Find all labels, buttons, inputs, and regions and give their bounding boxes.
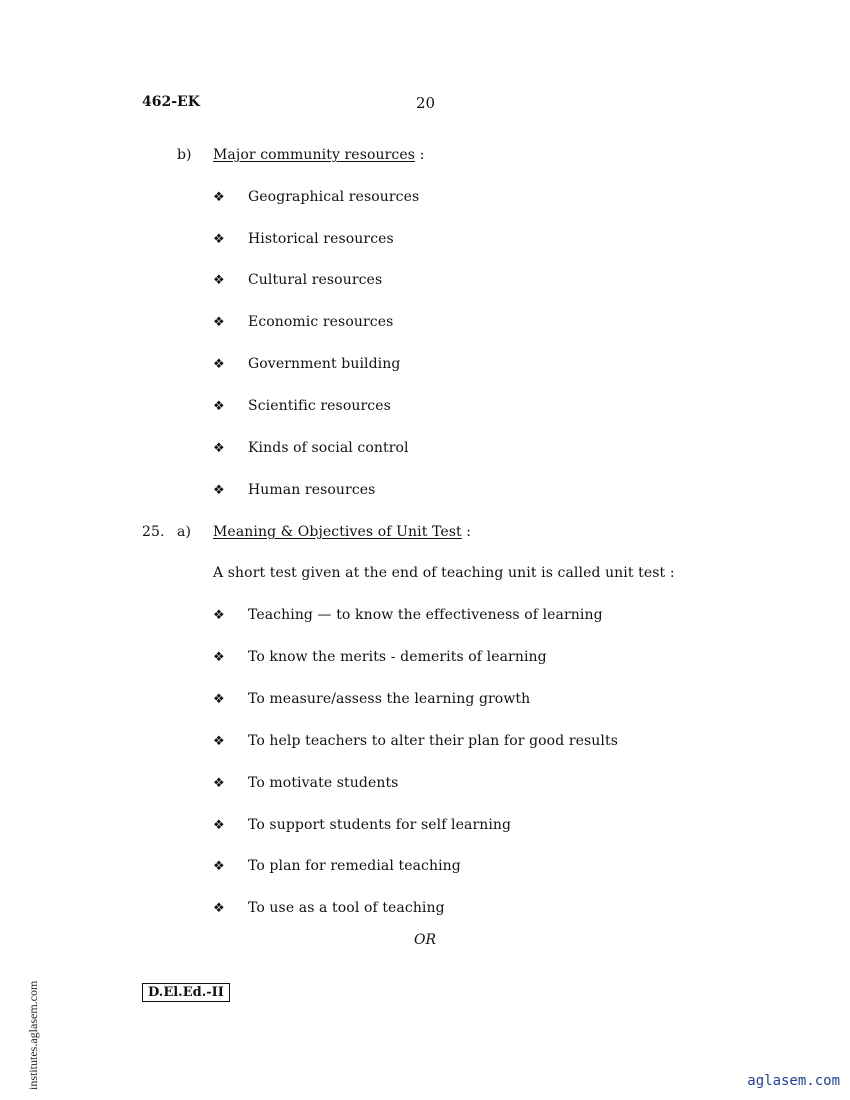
list-item: To help teachers to alter their plan for good results	[248, 733, 618, 749]
list-item: To know the merits - demerits of learning	[248, 649, 547, 665]
brand-link[interactable]: aglasem.com	[747, 1073, 840, 1089]
diamond-flower-bullet-icon: ❖	[213, 483, 225, 498]
paper-code: 462-EK	[142, 94, 200, 110]
section-b-label: b)	[177, 147, 192, 163]
side-watermark: institutes.aglasem.com	[26, 980, 40, 1090]
list-item: Kinds of social control	[248, 440, 409, 456]
section-b-title: Major community resources	[213, 147, 416, 163]
page-number: 20	[416, 94, 436, 112]
diamond-flower-bullet-icon: ❖	[213, 901, 225, 916]
list-item: Government building	[248, 356, 401, 372]
question-part-label: a)	[177, 524, 192, 540]
diamond-flower-bullet-icon: ❖	[213, 315, 225, 330]
list-item: Cultural resources	[248, 272, 383, 288]
diamond-flower-bullet-icon: ❖	[213, 273, 225, 288]
section-b-colon: :	[419, 147, 425, 163]
list-item: Teaching — to know the effectiveness of learning	[248, 607, 603, 623]
diamond-flower-bullet-icon: ❖	[213, 734, 225, 749]
list-item: Scientific resources	[248, 398, 391, 414]
list-item: To support students for self learning	[248, 817, 512, 833]
diamond-flower-bullet-icon: ❖	[213, 608, 225, 623]
question-colon: :	[466, 524, 472, 540]
list-item: To measure/assess the learning growth	[248, 691, 531, 707]
diamond-flower-bullet-icon: ❖	[213, 692, 225, 707]
section-b-heading	[213, 147, 424, 163]
question-intro: A short test given at the end of teaching unit is called unit test :	[213, 565, 675, 581]
question-title: Meaning & Objectives of Unit Test	[213, 524, 462, 540]
list-item: To use as a tool of teaching	[248, 900, 445, 916]
or-separator: OR	[414, 932, 437, 948]
diamond-flower-bullet-icon: ❖	[213, 232, 225, 247]
diamond-flower-bullet-icon: ❖	[213, 859, 225, 874]
question-number: 25.	[142, 524, 165, 540]
list-item: Economic resources	[248, 314, 394, 330]
diamond-flower-bullet-icon: ❖	[213, 650, 225, 665]
list-item: Historical resources	[248, 231, 394, 247]
diamond-flower-bullet-icon: ❖	[213, 441, 225, 456]
diamond-flower-bullet-icon: ❖	[213, 818, 225, 833]
question-heading	[213, 524, 471, 540]
list-item: Geographical resources	[248, 189, 420, 205]
list-item: To plan for remedial teaching	[248, 858, 461, 874]
diamond-flower-bullet-icon: ❖	[213, 399, 225, 414]
list-item: Human resources	[248, 482, 376, 498]
diamond-flower-bullet-icon: ❖	[213, 776, 225, 791]
diamond-flower-bullet-icon: ❖	[213, 357, 225, 372]
list-item: To motivate students	[248, 775, 399, 791]
diamond-flower-bullet-icon: ❖	[213, 190, 225, 205]
course-code-box: D.El.Ed.-II	[142, 983, 230, 1002]
